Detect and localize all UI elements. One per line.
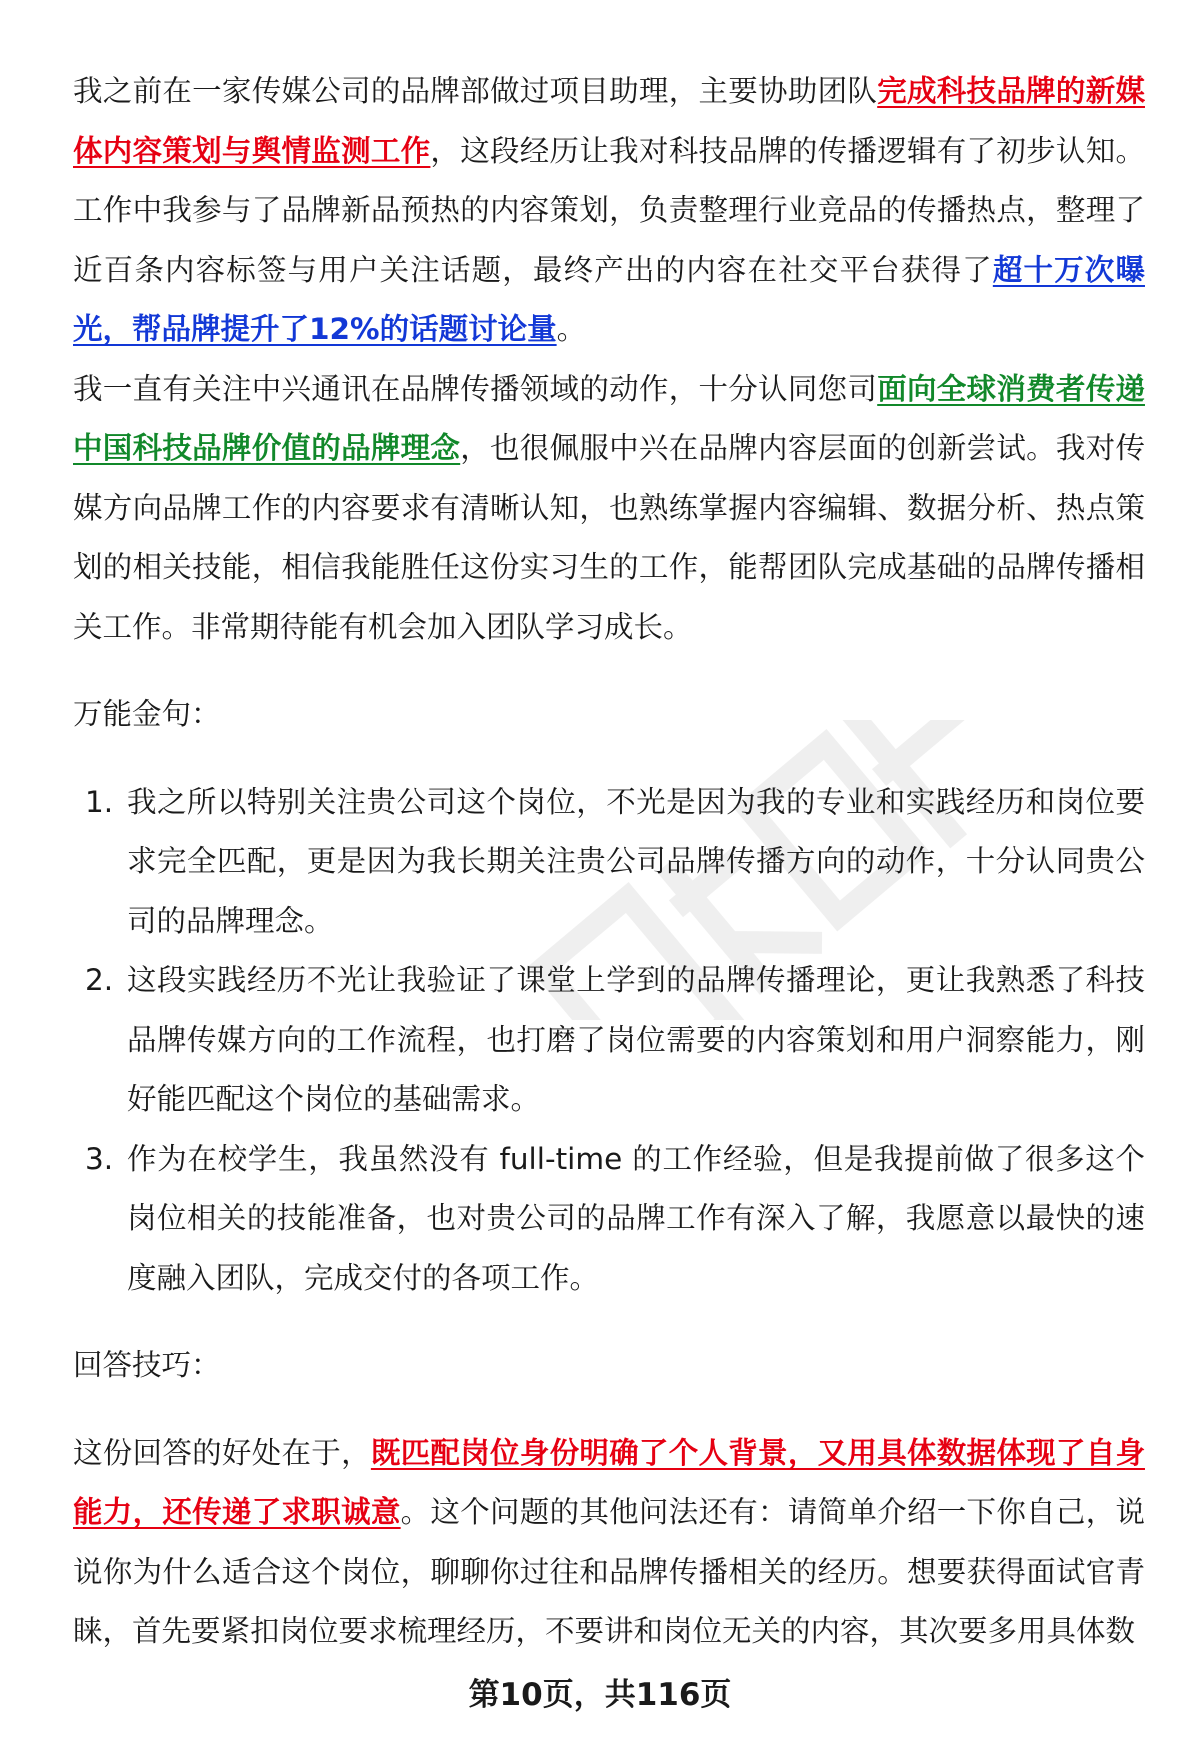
list-item xyxy=(73,1130,1145,1309)
text-segment: 。 xyxy=(556,312,587,346)
golden-sentences-list xyxy=(73,773,1145,1309)
intro-paragraph-1 xyxy=(73,62,1145,360)
document-page xyxy=(73,62,1145,1662)
highlight-red: 既匹配岗位身份明确了个人背景，又用具体数据体现了自身能力，还传递了求职诚意 xyxy=(73,1435,1145,1529)
text-segment: 。这个问题的其他问法还有：请简单介绍一下你自己，说说你为什么适合这个岗位，聊聊你过往和品牌传播相关的经历。想要获得面试官青睐，首先要紧扣岗位要求梳理经历，不要讲和岗位无关的内容，其次要多用具体数 xyxy=(73,1495,1145,1648)
list-item-text: 作为在校学生，我虽然没有 full-time 的工作经验，但是我提前做了很多这个岗位相关的技能准备，也对贵公司的品牌工作有深入了解，我愿意以最快的速度融入团队，完成交付的各项工作。 xyxy=(127,1141,1145,1295)
list-number: 2. xyxy=(85,963,114,997)
intro-paragraph-2 xyxy=(73,360,1145,658)
list-item xyxy=(73,773,1145,952)
list-item-text: 我之所以特别关注贵公司这个岗位，不光是因为我的专业和实践经历和岗位要求完全匹配，更是因为我长期关注贵公司品牌传播方向的动作，十分认同贵公司的品牌理念。 xyxy=(127,784,1145,938)
golden-sentences-heading: 万能金句： xyxy=(73,697,221,731)
highlight-blue: 超十万次曝光，帮品牌提升了12%的话题讨论量 xyxy=(73,252,1145,346)
highlight-green: 面向全球消费者传递中国科技品牌价值的品牌理念 xyxy=(73,371,1145,465)
text-segment: 我之前在一家传媒公司的品牌部做过项目助理，主要协助团队 xyxy=(73,74,878,108)
text-segment: ，这段经历让我对科技品牌的传播逻辑有了初步认知。工作中我参与了品牌新品预热的内容策划，负责整理行业竞品的传播热点，整理了近百条内容标签与用户关注话题，最终产出的内容在社交平台获得了 xyxy=(73,133,1145,287)
highlight-red: 完成科技品牌的新媒体内容策划与舆情监测工作 xyxy=(73,74,1145,168)
list-item xyxy=(73,951,1145,1130)
list-number: 3. xyxy=(85,1141,114,1176)
tips-paragraph xyxy=(73,1424,1145,1662)
text-segment: ，也很佩服中兴在品牌内容层面的创新尝试。我对传媒方向品牌工作的内容要求有清晰认知，也熟练掌握内容编辑、数据分析、热点策划的相关技能，相信我能胜任这份实习生的工作，能帮团队完成基础的品牌传播相关工作。非常期待能有机会加入团队学习成长。 xyxy=(73,431,1145,644)
list-item-text: 这段实践经历不光让我验证了课堂上学到的品牌传播理论，更让我熟悉了科技品牌传媒方向的工作流程，也打磨了岗位需要的内容策划和用户洞察能力，刚好能匹配这个岗位的基础需求。 xyxy=(127,963,1145,1116)
answer-tips-heading: 回答技巧： xyxy=(73,1348,221,1382)
list-number: 1. xyxy=(85,784,114,819)
text-segment: 我一直有关注中兴通讯在品牌传播领域的动作，十分认同您司 xyxy=(73,371,878,406)
page-number: 第10页，共116页 xyxy=(468,1677,732,1713)
text-segment: 这份回答的好处在于， xyxy=(73,1435,371,1470)
